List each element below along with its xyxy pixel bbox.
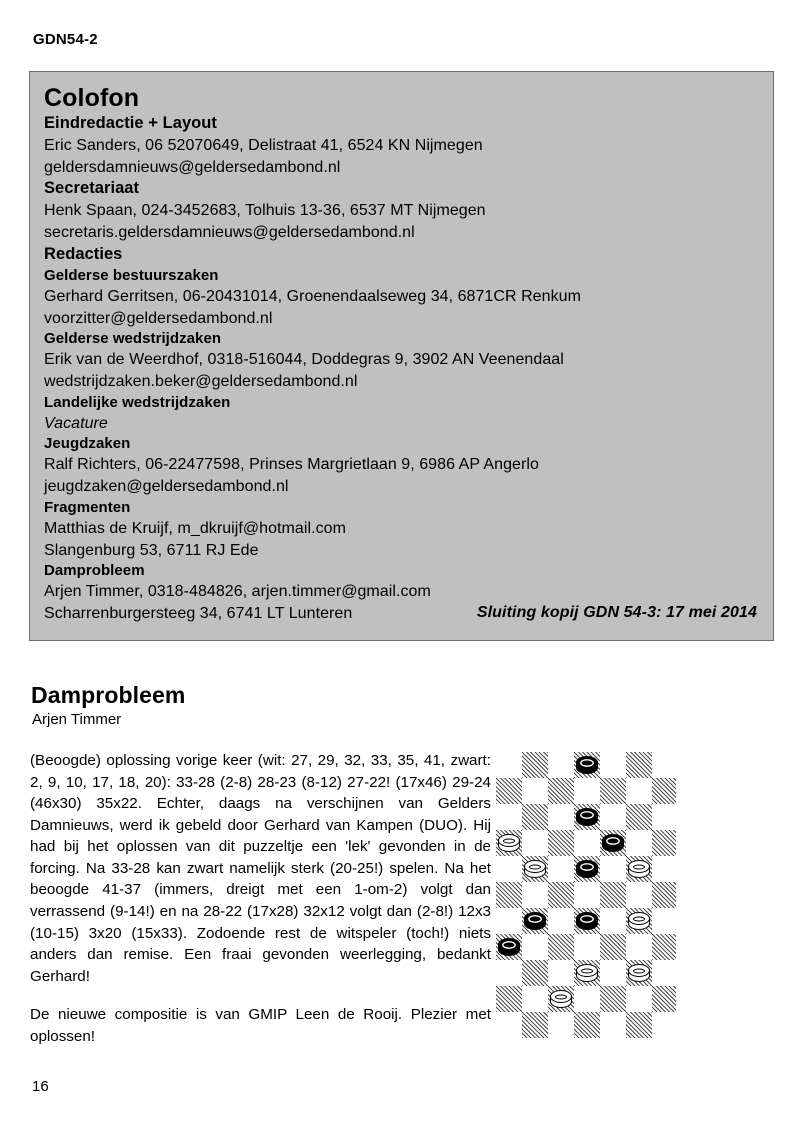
board-square-dark <box>522 1012 548 1038</box>
black-piece <box>524 912 546 930</box>
board-square-dark <box>600 986 626 1012</box>
board-square-light <box>652 752 676 778</box>
board-square-light <box>496 1012 522 1038</box>
board-square-light <box>548 856 574 882</box>
piece-top <box>498 938 520 951</box>
board-square-light <box>496 804 522 830</box>
colofon-subheading: Damprobleem <box>44 562 145 580</box>
board-square-light <box>600 960 626 986</box>
black-piece <box>576 808 598 826</box>
piece-top <box>576 756 598 769</box>
board-square-light <box>652 804 676 830</box>
colofon-subheading: Gelderse bestuurszaken <box>44 266 219 284</box>
board-square-light <box>574 882 600 908</box>
white-piece <box>524 860 546 878</box>
colofon-subheading: Gelderse wedstrijdzaken <box>44 330 222 348</box>
board-square-light <box>522 934 548 960</box>
piece-top <box>576 964 598 977</box>
black-piece <box>576 756 598 774</box>
board-square-light <box>548 908 574 934</box>
board-square-light <box>522 986 548 1012</box>
board-square-dark <box>626 752 652 778</box>
board-square-light <box>626 778 652 804</box>
colofon-line: secretaris.geldersdamnieuws@geldersedambond.nl <box>44 224 415 242</box>
colofon-line: voorzitter@geldersedambond.nl <box>44 309 273 327</box>
board-square-dark <box>652 986 676 1012</box>
board-square-light <box>522 882 548 908</box>
board-square-light <box>522 830 548 856</box>
white-piece <box>628 912 650 930</box>
board-square-light <box>600 856 626 882</box>
board-square-dark <box>548 934 574 960</box>
colofon-line: Ralf Richters, 06-22477598, Prinses Margrietlaan 9, 6986 AP Angerlo <box>44 456 539 474</box>
piece-top <box>576 860 598 873</box>
board-square-dark <box>496 986 522 1012</box>
board-square-dark <box>652 830 676 856</box>
white-piece <box>628 860 650 878</box>
section-author: Arjen Timmer <box>32 711 122 728</box>
piece-top <box>550 990 572 1003</box>
board-square-dark <box>600 778 626 804</box>
white-piece <box>628 964 650 982</box>
piece-top <box>576 912 598 925</box>
colofon-line: Eric Sanders, 06 52070649, Delistraat 41, 6524 KN Nijmegen <box>44 136 483 154</box>
colofon-heading: Redacties <box>44 244 123 263</box>
board-square-light <box>548 752 574 778</box>
piece-top <box>498 834 520 847</box>
board-square-light <box>548 804 574 830</box>
board-square-dark <box>652 778 676 804</box>
board-square-light <box>496 960 522 986</box>
board-square-light <box>574 986 600 1012</box>
colofon-line: Slangenburg 53, 6711 RJ Ede <box>44 541 259 559</box>
colofon-line: Arjen Timmer, 0318-484826, arjen.timmer@gmail.com <box>44 583 431 601</box>
colofon-line: Henk Spaan, 024-3452683, Tolhuis 13-36, 6537 MT Nijmegen <box>44 202 486 220</box>
board-square-dark <box>522 804 548 830</box>
piece-top <box>602 834 624 847</box>
black-piece <box>602 834 624 852</box>
piece-top <box>628 912 650 925</box>
board-square-light <box>652 908 676 934</box>
board-square-light <box>626 934 652 960</box>
board-square-light <box>574 830 600 856</box>
article-body <box>30 750 491 1048</box>
board-square-light <box>626 830 652 856</box>
board-square-light <box>522 778 548 804</box>
draughts-diagram <box>496 752 676 1038</box>
board-square-light <box>652 960 676 986</box>
black-piece <box>576 912 598 930</box>
board-square-light <box>626 882 652 908</box>
board-square-dark <box>626 804 652 830</box>
draughts-board <box>496 752 676 1038</box>
colofon-subheading: Fragmenten <box>44 498 131 516</box>
colofon-box <box>29 71 774 641</box>
colofon-heading: Secretariaat <box>44 179 140 198</box>
board-square-light <box>600 752 626 778</box>
board-square-light <box>496 908 522 934</box>
colofon-heading: Eindredactie + Layout <box>44 114 217 132</box>
board-square-dark <box>600 934 626 960</box>
page-header: GDN54-2 <box>33 31 98 48</box>
colofon-line: Erik van de Weerdhof, 0318-516044, Doddegras 9, 3902 AN Veenendaal <box>44 351 564 369</box>
section-title: Damprobleem <box>31 682 186 708</box>
piece-top <box>524 912 546 925</box>
white-piece <box>550 990 572 1008</box>
board-square-light <box>496 752 522 778</box>
colofon-subheading: Jeugdzaken <box>44 435 131 453</box>
board-square-light <box>600 908 626 934</box>
board-square-dark <box>574 1012 600 1038</box>
board-square-light <box>574 934 600 960</box>
board-square-dark <box>548 778 574 804</box>
colofon-line: jeugdzaken@geldersedambond.nl <box>44 478 289 496</box>
board-square-dark <box>600 882 626 908</box>
black-piece <box>498 938 520 956</box>
colofon-content <box>30 72 773 625</box>
board-square-dark <box>652 934 676 960</box>
article-paragraph: (Beoogde) oplossing vorige keer (wit: 27, 29, 32, 33, 35, 41, zwart: 2, 9, 10, 17, 18, 20): 33-28 (2-8) 28-23 (8-12) 27-22! (17x46) 29-24 (46x30) 35x22. Echter, daags na verschijnen van Gelders Damnieuws, werd ik gebeld door Gerhard van Kampen (DUO). Hij had bij het oplossen van dit puzzeltje een 'lek' gevonden in de forcing. Na 33-28 kan zwart namelijk sterk (20-25!) spelen. Na het beoogde 41-37 (immers, dreigt met een 1-om-2) volgt dan verrassend (9-14!) en na 28-22 (17x28) 32x12 volgt dan (2-8!) 12x3 (10-15) 3x20 (15x33). Zodoende rest de witspeler (toch!) niets anders dan remise. Een fraai gevonden weerlegging, bedankt Gerhard! <box>30 752 491 985</box>
white-piece <box>576 964 598 982</box>
board-square-dark <box>548 882 574 908</box>
colofon-title: Colofon <box>44 84 140 112</box>
board-square-light <box>600 1012 626 1038</box>
black-piece <box>576 860 598 878</box>
board-square-dark <box>652 882 676 908</box>
board-square-dark <box>496 778 522 804</box>
board-square-light <box>652 856 676 882</box>
colofon-line: Scharrenburgersteeg 34, 6741 LT Lunteren <box>44 604 353 622</box>
board-square-light <box>652 1012 676 1038</box>
piece-top <box>628 860 650 873</box>
board-square-dark <box>496 882 522 908</box>
piece-top <box>524 860 546 873</box>
colofon-line: wedstrijdzaken.beker@geldersedambond.nl <box>44 372 358 390</box>
board-square-dark <box>522 960 548 986</box>
board-square-light <box>626 986 652 1012</box>
white-piece <box>498 834 520 852</box>
colofon-entry-list <box>44 113 755 625</box>
board-square-light <box>600 804 626 830</box>
board-square-light <box>548 960 574 986</box>
piece-top <box>576 808 598 821</box>
board-square-light <box>548 1012 574 1038</box>
board-square-light <box>574 778 600 804</box>
colofon-deadline: Sluiting kopij GDN 54-3: 17 mei 2014 <box>476 604 757 621</box>
colofon-line: Matthias de Kruijf, m_dkruijf@hotmail.com <box>44 519 346 537</box>
colofon-line: Gerhard Gerritsen, 06-20431014, Groenendaalseweg 34, 6871CR Renkum <box>44 287 581 305</box>
piece-top <box>628 964 650 977</box>
article-paragraph: De nieuwe compositie is van GMIP Leen de Rooij. Plezier met oplossen! <box>30 1006 491 1045</box>
colofon-subheading: Landelijke wedstrijdzaken <box>44 393 231 411</box>
board-square-dark <box>548 830 574 856</box>
colofon-line: geldersdamnieuws@geldersedambond.nl <box>44 158 341 176</box>
page-number: 16 <box>32 1078 49 1095</box>
board-square-dark <box>626 1012 652 1038</box>
board-square-dark <box>522 752 548 778</box>
board-square-light <box>496 856 522 882</box>
colofon-line: Vacature <box>44 414 108 432</box>
